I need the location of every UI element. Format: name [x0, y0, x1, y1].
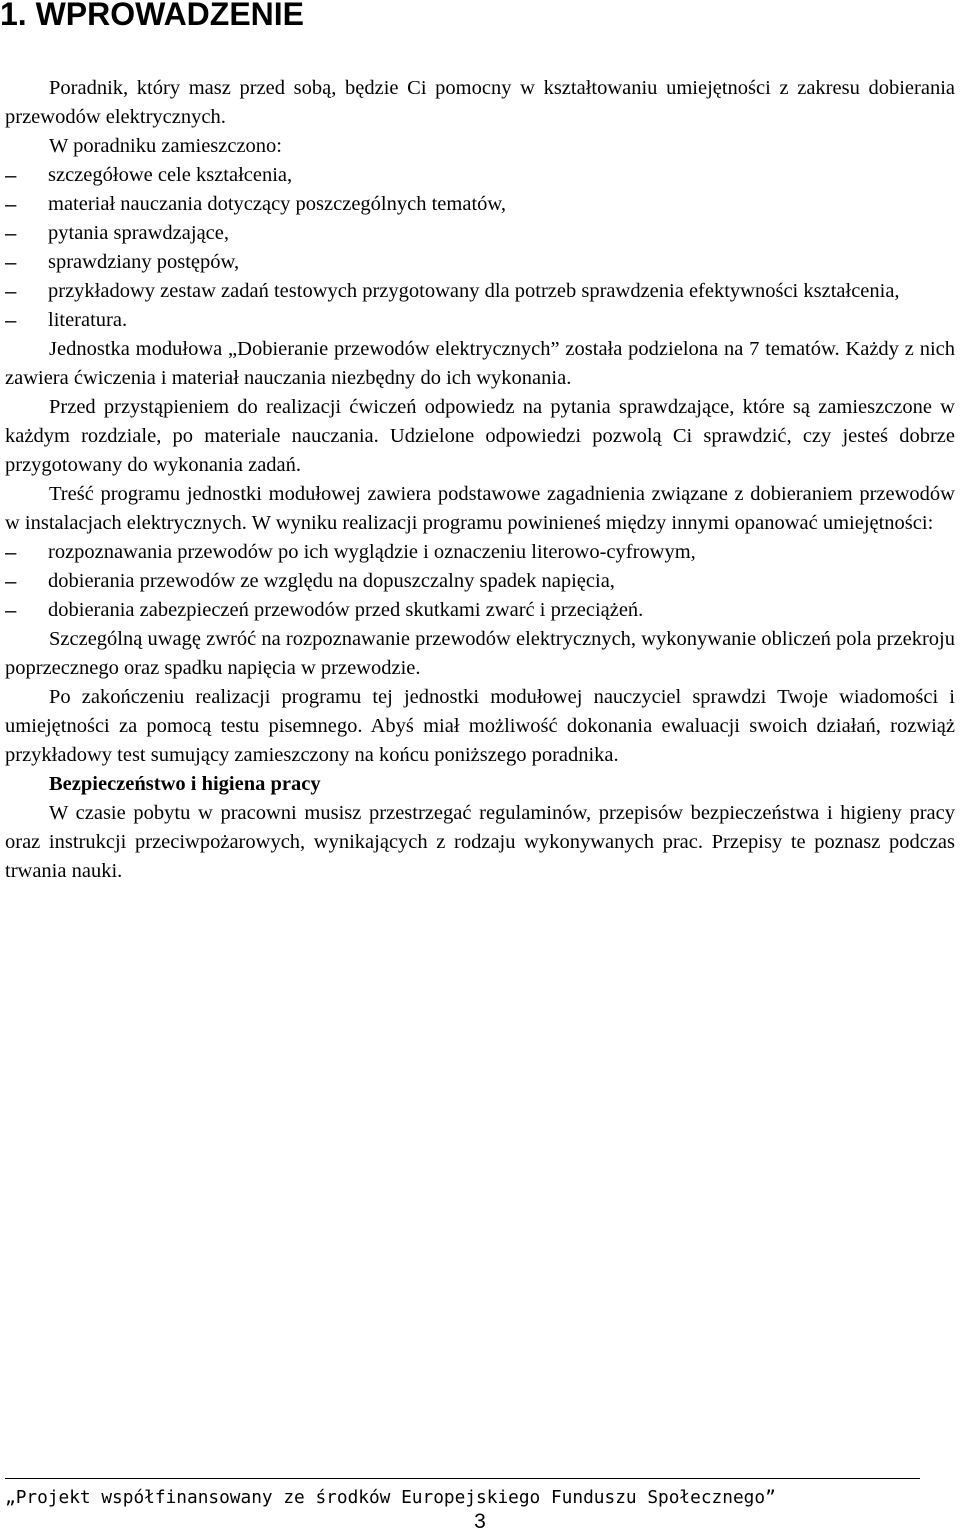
skills-list — [5, 538, 955, 625]
safety-paragraph: W czasie pobytu w pracowni musisz przestrzegać regulaminów, przepisów bezpieczeństwa i higieny pracy oraz instrukcji przeciwpożarowych, wynikających z rodzaju wykonywanych prac. Przepisy te poznasz podczas trwania nauki. — [5, 802, 955, 882]
footer-project-note: „Projekt współfinansowany ze środków Europejskiego Funduszu Społecznego” — [5, 1487, 776, 1508]
list-item — [5, 596, 955, 625]
list-item-text: szczegółowe cele kształcenia, — [48, 164, 293, 186]
dash-marker: – — [5, 599, 17, 622]
body-content — [5, 74, 955, 886]
page-number: 3 — [474, 1510, 486, 1533]
dash-marker: – — [5, 541, 17, 564]
list-item — [5, 190, 955, 219]
list-item-text: pytania sprawdzające, — [48, 222, 229, 244]
footer-divider — [5, 1478, 920, 1479]
list-item — [5, 538, 955, 567]
list-item-text: przykładowy zestaw zadań testowych przygotowany dla potrzeb sprawdzenia efektywności kształcenia, — [48, 280, 900, 302]
dash-marker: – — [5, 251, 17, 274]
dash-marker: – — [5, 280, 17, 303]
list-item-text: sprawdziany postępów, — [48, 251, 240, 273]
module-paragraph: Jednostka modułowa „Dobieranie przewodów elektrycznych” została podzielona na 7 tematów. Każdy z nich zawiera ćwiczenia i materiał nauczania niezbędny do ich wykonania. — [5, 338, 955, 389]
dash-marker: – — [5, 309, 17, 332]
program-paragraph: Treść programu jednostki modułowej zawiera podstawowe zagadnienia związane z dobieraniem przewodów w instalacjach elektrycznych. W wyniku realizacji programu powinieneś między innymi opanować umiejętności: — [5, 483, 955, 534]
safety-title: Bezpieczeństwo i higiena pracy — [49, 773, 321, 795]
list-item-text: dobierania zabezpieczeń przewodów przed skutkami zwarć i przeciążeń. — [48, 599, 644, 621]
list-item-text: materiał nauczania dotyczący poszczególnych tematów, — [48, 193, 506, 215]
list-item-text: rozpoznawania przewodów po ich wyglądzie i oznaczeniu literowo-cyfrowym, — [48, 541, 696, 563]
attention-paragraph: Szczególną uwagę zwróć na rozpoznawanie przewodów elektrycznych, wykonywanie obliczeń pola przekroju poprzecznego oraz spadku napięcia w przewodzie. — [5, 628, 955, 679]
list-item — [5, 219, 955, 248]
list-item — [5, 248, 955, 277]
section-heading: 1. WPROWADZENIE — [0, 0, 305, 32]
list-item — [5, 306, 955, 335]
questions-paragraph: Przed przystąpieniem do realizacji ćwiczeń odpowiedz na pytania sprawdzające, które są zamieszczone w każdym rozdziale, po materiale nauczania. Udzielone odpowiedzi pozwolą Ci sprawdzić, czy jesteś dobrze przygotowany do wykonania zadań. — [5, 396, 955, 476]
list-item-text: dobierania przewodów ze względu na dopuszczalny spadek napięcia, — [48, 570, 615, 592]
list-item — [5, 277, 955, 306]
dash-marker: – — [5, 570, 17, 593]
intro-paragraph: Poradnik, który masz przed sobą, będzie Ci pomocny w kształtowaniu umiejętności z zakresu dobierania przewodów elektrycznych. — [5, 77, 955, 128]
contents-list — [5, 161, 955, 335]
dash-marker: – — [5, 164, 17, 187]
list-item — [5, 567, 955, 596]
test-paragraph: Po zakończeniu realizacji programu tej jednostki modułowej nauczyciel sprawdzi Twoje wiadomości i umiejętności za pomocą testu pisemnego. Abyś miał możliwość dokonania ewaluacji swoich działań, rozwiąż przykładowy test sumujący zamieszczony na końcu poniższego poradnika. — [5, 686, 955, 766]
dash-marker: – — [5, 222, 17, 245]
contents-intro-paragraph: W poradniku zamieszczono: — [49, 135, 283, 157]
list-item-text: literatura. — [48, 309, 128, 331]
list-item — [5, 161, 955, 190]
dash-marker: – — [5, 193, 17, 216]
